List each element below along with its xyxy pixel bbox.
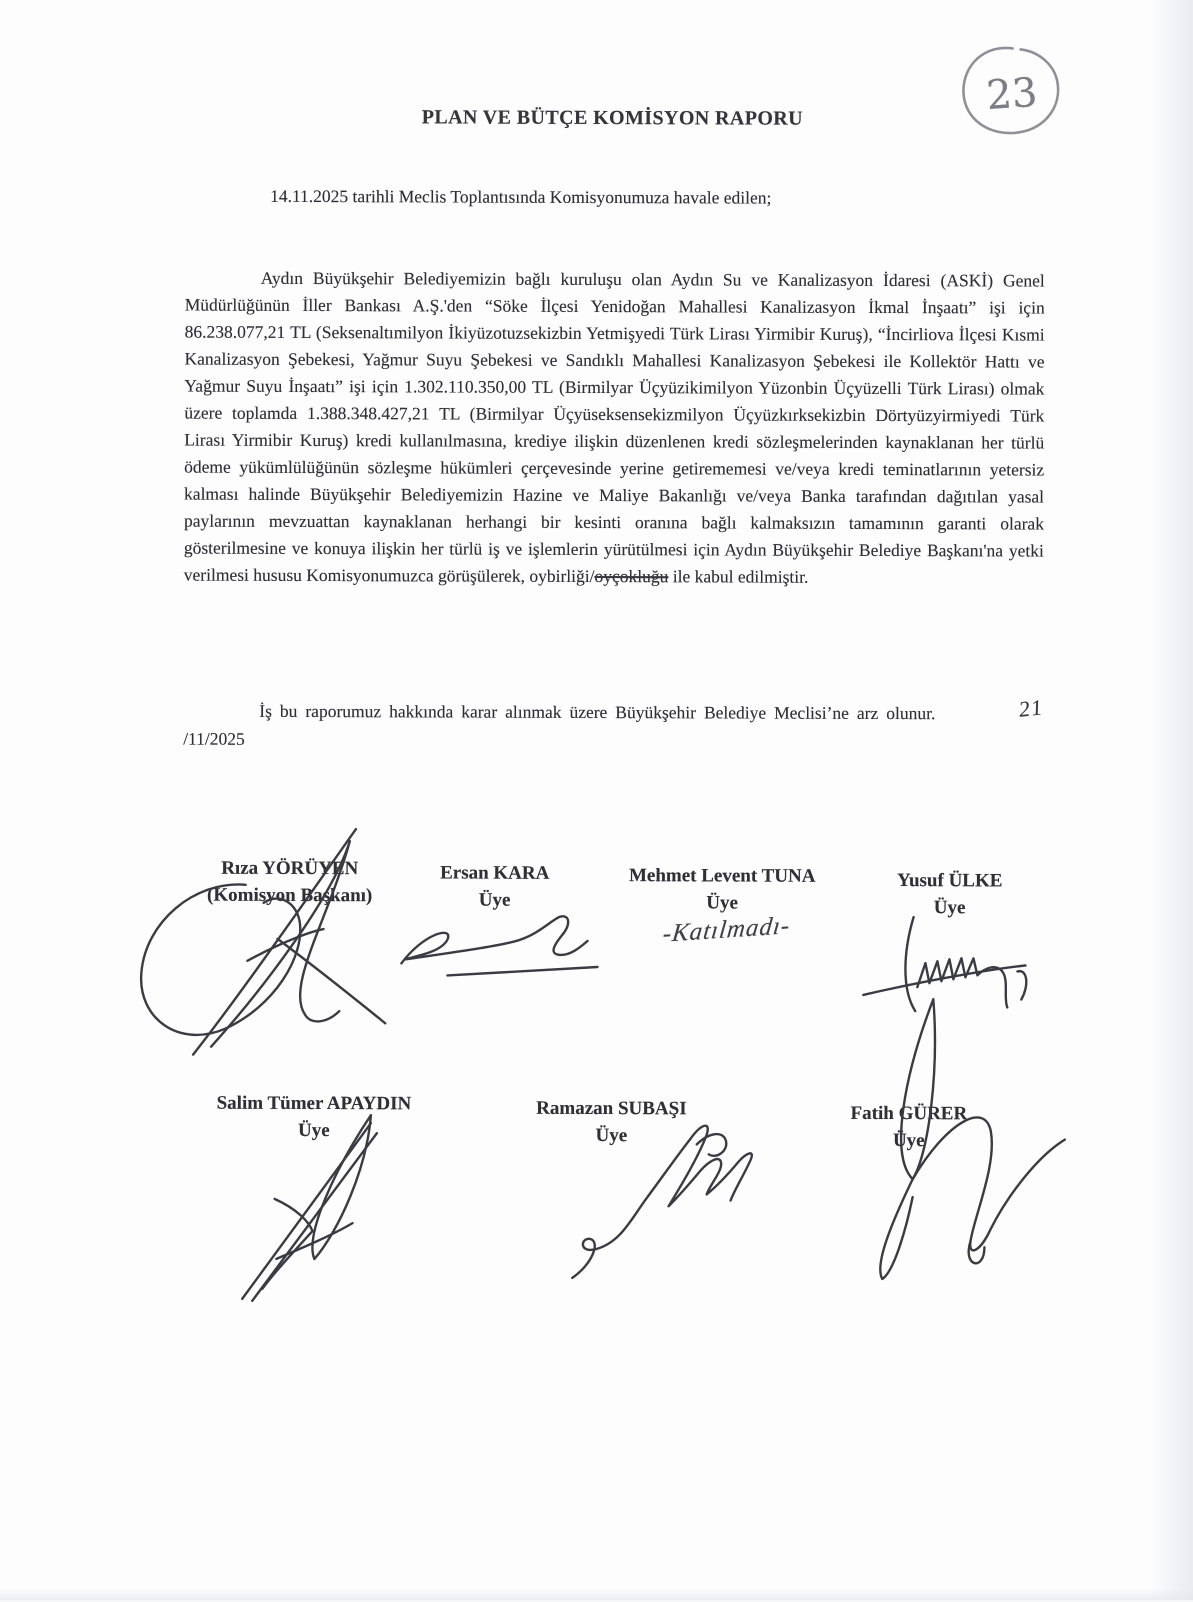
- signatory-name: Mehmet Levent TUNA: [628, 865, 816, 887]
- report-body: [184, 265, 1045, 592]
- signatory-ramazan-subasi: [504, 1095, 719, 1150]
- signatory-name: Rıza YÖRÜYEN: [221, 857, 359, 880]
- signatory-mehmet-levent-tuna: [610, 862, 835, 917]
- body-text-after-strike: ile kabul edilmiştir.: [668, 566, 809, 587]
- handwritten-note-katilmadi: -Katılmadı-: [661, 912, 792, 948]
- signatory-name: Yusuf ÜLKE: [896, 870, 1003, 892]
- signatory-ersan-kara: [400, 859, 590, 914]
- signature-riza-yoruyen-ink: [127, 810, 428, 1071]
- closing-paragraph: [183, 696, 1043, 756]
- signatory-riza-yoruyen: [175, 855, 405, 910]
- signatory-role: Üye: [933, 897, 966, 919]
- signatory-role: Üye: [595, 1124, 628, 1147]
- signatory-name: Ramazan SUBAŞI: [536, 1097, 687, 1120]
- signatory-salim-tumer-apaydin: [194, 1090, 434, 1145]
- corner-number-text: 23: [984, 69, 1039, 119]
- signatory-role: Üye: [297, 1119, 330, 1142]
- signature-yusuf-ulke-ink: [857, 907, 1067, 1043]
- signatory-role: Üye: [706, 892, 739, 914]
- signatory-name: Ersan KARA: [440, 862, 550, 884]
- signatory-yusuf-ulke: [860, 867, 1040, 922]
- document-title: PLAN VE BÜTÇE KOMİSYON RAPORU: [421, 106, 804, 130]
- signature-ersan-kara-ink: [389, 909, 639, 990]
- closing-date-rest: /11/2025: [183, 728, 245, 749]
- signatory-role: Üye: [478, 889, 511, 911]
- handwritten-day: 21: [1018, 694, 1044, 722]
- signatory-fatih-gurer: [819, 1100, 999, 1155]
- signatory-name: Fatih GÜRER: [850, 1102, 968, 1125]
- signatory-role: Üye: [892, 1130, 925, 1152]
- body-text-before-strike: Aydın Büyükşehir Belediyemizin bağlı kuruluşu olan Aydın Su ve Kanalizasyon İdaresi (ASKİ) Genel Müdürlüğünün İller Bankası A.Ş.'den “Söke İlçesi Yenidoğan Mahallesi Kanalizasyon İkmal İnşaatı” işi için 86.238.077,21 TL (Seksenaltımilyon İkiyüzotuzsekizbin Yetmişyedi Türk Lirası Yirmibir Kuruş), “İncirliova İlçesi Kısmi Kanalizasyon Şebekesi, Yağmur Suyu Şebekesi ve Sandıklı Mahallesi Kanalizasyon Şebekesi ile Kollektör Hattı ve Yağmur Suyu İnşaatı” işi için 1.302.110.350,00 TL (Birmilyar Üçyüzikimilyon Yüzonbin Üçyüzelli Türk Lirası) olmak üzere toplamda 1.388.348.427,21 TL (Birmilyar Üçyüseksensekizmilyon Üçyüzkırksekizbin Dörtyüzyirmiyedi Türk Lirası Yirmibir Kuruş) kredi kullanılmasına, krediye ilişkin düzenlenen kredi sözleşmelerinden kaynaklanan her türlü ödeme yükümlülüğünün sözleşme hükümleri çerçevesinde yerine getirememesi ve/veya kredi teminatlarının yetersiz kalması halinde Büyükşehir Belediyemizin Hazine ve Maliye Bakanlığı ve/veya Banka tarafından dağıtılan yasal paylarının mevzuattan kaynaklanan herhangi bir kesinti oranına bağlı kalmaksızın tamamının garanti olarak gösterilmesine ve konuya ilişkin her türlü iş ve işlemlerin yürütülmesi için Aydın Büyükşehir Belediye Başkanı'na yetki verilmesi hususu Komisyonumuzca görüşülerek, oybirliği/: [183, 267, 1045, 586]
- struck-word: oyçokluğu: [594, 565, 669, 587]
- closing-text: İş bu raporumuz hakkında karar alınmak üzere Büyükşehir Belediye Meclisi’ne arz olunur.: [259, 700, 944, 724]
- referral-line: 14.11.2025 tarihli Meclis Toplantısında Komisyonumuza havale edilen;: [270, 185, 772, 208]
- signatory-role: (Komisyon Başkanı): [207, 884, 373, 907]
- signatory-name: Salim Tümer APAYDIN: [216, 1092, 412, 1115]
